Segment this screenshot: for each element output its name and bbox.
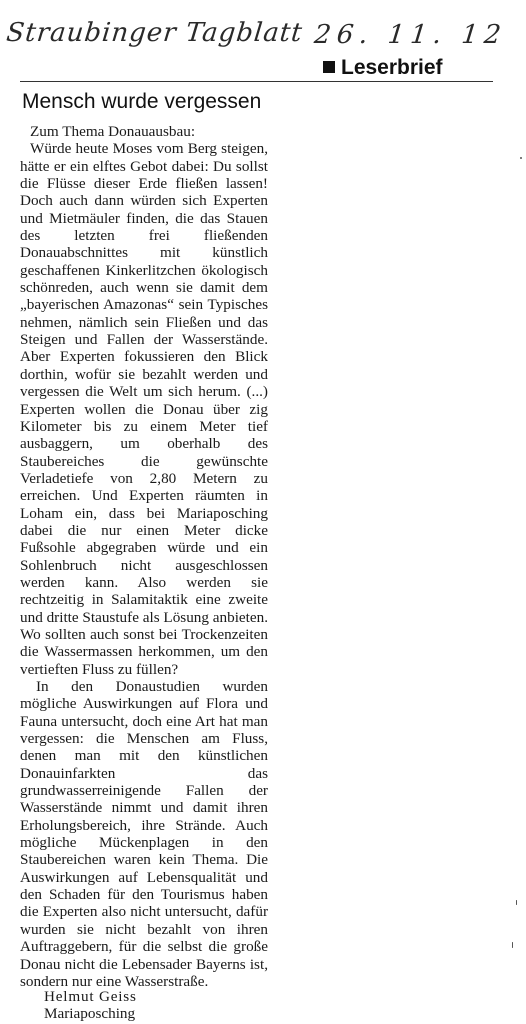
rubric-label <box>323 56 443 80</box>
scan-speck <box>516 900 517 905</box>
handwritten-note <box>4 18 509 58</box>
header-rule <box>20 81 493 82</box>
headline: Mensch wurde vergessen <box>22 90 262 113</box>
square-bullet-icon <box>323 61 335 73</box>
handwritten-date: 26. 11. 12 <box>312 20 509 50</box>
handwritten-source: Straubinger Tagblatt <box>4 18 305 48</box>
article-paragraph-2: In den Donaustudien wurden mögliche Auswirkungen auf Flora und Fauna untersucht, doch eine Art hat man vergessen: die Menschen am Fluss, denen man mit den künstlichen Donauinfarkten das grundwasserreinigende Fallen der Wasserstände nimmt und damit ihren Erholungsbereich, ihre Strände. Auch mögliche Mückenplagen in den Staubereichen waren kein Thema. Die Auswirkungen auf Lebensqualität und den Schaden für den Tourismus haben die Experten also nicht untersucht, dafür wurden sie nicht bezahlt von ihren Auftraggebern, für die selbst die große Donau nicht die Lebensader Bayerns ist, sondern nur eine Wasserstraße. <box>20 678 268 990</box>
author-place: Mariaposching <box>44 1005 136 1023</box>
author-name: Helmut Geiss <box>44 988 137 1005</box>
article-body <box>20 123 268 990</box>
article-paragraph-1: Würde heute Moses vom Berg steigen, hätte er ein elftes Gebot dabei: Du sollst die Flüsse dieser Erde fließen lassen! Doch auch dann würden sich Experten und Mietmäuler finden, die das Stauen des letzten frei fließenden Donauabschnittes mit künstlich geschaffenen Kinkerlitzchen ökologisch schönreden, auch wenn sie damit dem „bayerischen Amazonas“ sein Typisches nehmen, nämlich sein Fließen und das Steigen und Fallen der Wasserstände. Aber Experten fokussieren den Blick dorthin, wofür sie bezahlt werden und vergessen die Welt um sich herum. (...) Experten wollen die Donau über zig Kilometer bis zu einem Meter tief ausbaggern, um oberhalb des Staubereiches die gewünschte Verladetiefe von 2,80 Metern zu erreichen. Und Experten räumten in Loham ein, dass bei Mariaposching dabei die nur einen Meter dicke Fußsohle abgegraben würde und ein Sohlenbruch nicht ausgeschlossen werden kann. Also werden sie rechtzeitig in Salamitaktik eine zweite und dritte Staustufe als Lösung anbieten. Wo sollten auch sonst bei Trockenzeiten die Wassermassen herkommen, um den vertieften Fluss zu füllen? <box>20 140 269 678</box>
scan-speck <box>520 157 522 159</box>
scan-speck <box>512 942 513 948</box>
article-intro: Zum Thema Donauausbau: <box>30 123 196 140</box>
rubric-text: Leserbrief <box>341 56 443 79</box>
signature <box>44 988 137 1023</box>
